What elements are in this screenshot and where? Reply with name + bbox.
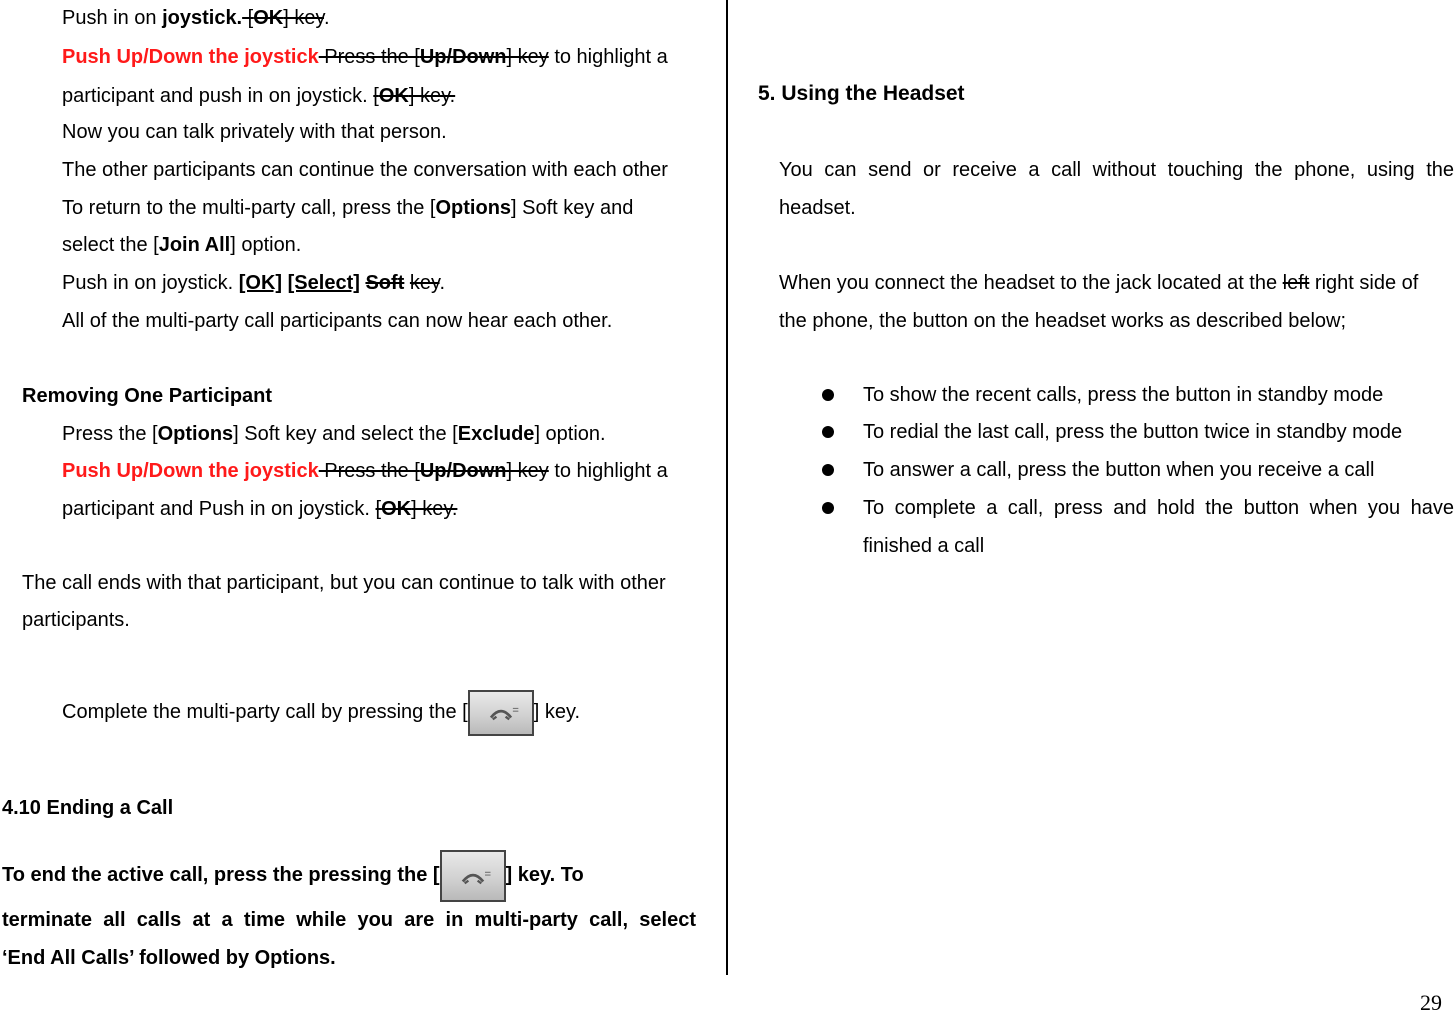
- bullet-answer: To answer a call, press the button when you receive a call: [863, 459, 1375, 481]
- step-highlight-exclude: Push Up/Down the joystick Press the [Up/Down] key to highlight a: [62, 460, 668, 482]
- end-call-key-icon: [468, 690, 534, 736]
- removing-participant-heading: Removing One Participant: [22, 385, 273, 407]
- bullet-recent-calls: To show the recent calls, press the button in standby mode: [863, 384, 1384, 406]
- ending-call-instructions-cont: terminate all calls at a time while you are in multi-party call, select: [2, 909, 696, 931]
- headset-intro-cont: headset.: [779, 197, 856, 219]
- call-ends-text-cont: participants.: [22, 609, 130, 631]
- call-ends-text: The call ends with that participant, but you can continue to talk with other: [22, 572, 666, 594]
- step-highlight-participant-cont: participant and push in on joystick. [OK] key.: [62, 85, 456, 107]
- headset-intro: You can send or receive a call without touching the phone, using the: [779, 159, 1454, 181]
- bullet-complete: To complete a call, press and hold the button when you have: [863, 497, 1454, 519]
- step-return-multiparty-cont: select the [Join All] option.: [62, 234, 302, 256]
- other-participants-note: The other participants can continue the conversation with each other: [62, 159, 668, 181]
- all-hear-note: All of the multi-party call participants can now hear each other.: [62, 310, 613, 332]
- ending-call-instructions-end: ‘End All Calls’ followed by Options.: [2, 947, 336, 969]
- bullet-icon: [822, 464, 834, 476]
- end-call-key-icon: [440, 850, 506, 902]
- headset-heading: 5. Using the Headset: [758, 82, 965, 105]
- step-highlight-participant: Push Up/Down the joystick Press the [Up/Down] key to highlight a: [62, 46, 668, 68]
- step-return-multiparty: To return to the multi-party call, press the [Options] Soft key and: [62, 197, 634, 219]
- headset-connect-text: When you connect the headset to the jack located at the left right side of: [779, 272, 1419, 294]
- step-talk-privately: Now you can talk privately with that person.: [62, 121, 447, 143]
- step-highlight-exclude-cont: participant and Push in on joystick. [OK] key.: [62, 498, 458, 520]
- page-number: 29: [1420, 990, 1442, 1015]
- bullet-redial: To redial the last call, press the button twice in standby mode: [863, 421, 1403, 443]
- step-push-select: Push in on joystick. [OK] [Select] Soft key.: [62, 272, 446, 294]
- ending-call-instructions: To end the active call, press the pressing the [ ] key. To: [2, 840, 696, 910]
- step-push-joystick: Push in on joystick. [OK] key.: [62, 7, 330, 29]
- bullet-icon: [822, 502, 834, 514]
- column-divider: [726, 0, 728, 975]
- bullet-icon: [822, 389, 834, 401]
- step-complete-multiparty: Complete the multi-party call by pressing the [ ] key.: [62, 688, 580, 736]
- headset-connect-text-cont: the phone, the button on the headset works as described below;: [779, 310, 1347, 332]
- bullet-complete-cont: finished a call: [863, 535, 985, 557]
- step-exclude: Press the [Options] Soft key and select the [Exclude] option.: [62, 423, 606, 445]
- ending-call-heading: 4.10 Ending a Call: [2, 797, 174, 819]
- bullet-icon: [822, 426, 834, 438]
